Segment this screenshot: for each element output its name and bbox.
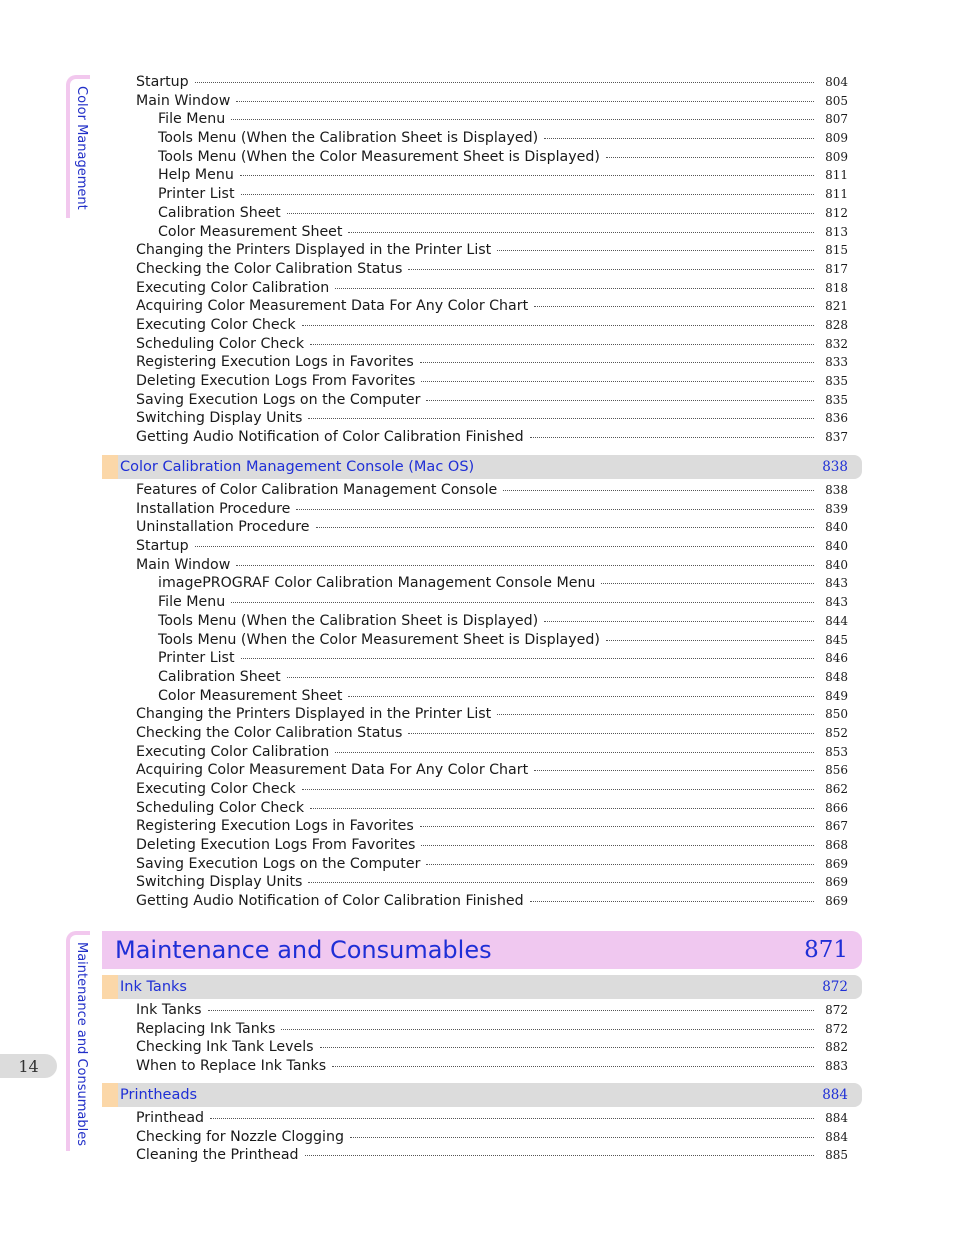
dot-leader <box>606 157 814 158</box>
side-label-color-management: Color Management <box>74 86 89 210</box>
toc-entry[interactable] <box>100 743 862 762</box>
toc-entry-page: 811 <box>825 168 848 183</box>
toc-entry[interactable] <box>100 481 862 500</box>
toc-entry-page: 840 <box>825 557 848 572</box>
toc-entry-page: 813 <box>825 224 848 239</box>
toc-entry-title: Executing Color Calibration <box>136 743 330 760</box>
toc-entry[interactable] <box>100 761 862 780</box>
dot-leader <box>544 138 814 139</box>
toc-entry-title: Startup <box>136 74 189 90</box>
toc-entry-page: 804 <box>825 75 848 89</box>
dot-leader <box>195 82 814 83</box>
toc-entry-title: Changing the Printers Displayed in the Printer List <box>136 242 492 259</box>
dot-leader <box>195 546 814 547</box>
toc-entry-title: Scheduling Color Check <box>136 799 305 816</box>
toc-entry-page: 844 <box>825 613 848 628</box>
toc-entry[interactable] <box>100 687 862 706</box>
toc-entry[interactable] <box>100 129 862 148</box>
toc-entry-title: Main Window <box>136 556 231 573</box>
toc-entry-page: 872 <box>825 1003 848 1017</box>
dot-leader <box>308 882 814 883</box>
toc-entry-title: Registering Execution Logs in Favorites <box>136 354 414 371</box>
toc-entry-title: Deleting Execution Logs From Favorites <box>136 373 416 389</box>
toc-entry-page: 882 <box>825 1040 848 1055</box>
toc-entry[interactable] <box>100 204 862 223</box>
section-header-printheads[interactable] <box>102 1083 862 1107</box>
toc-entry[interactable] <box>100 148 862 167</box>
dot-leader <box>420 826 814 827</box>
toc-entry-page: 836 <box>825 411 848 426</box>
dot-leader <box>236 565 814 566</box>
toc-entry-page: 835 <box>825 374 848 388</box>
toc-entry-page: 868 <box>825 838 848 853</box>
toc-entry-title: Calibration Sheet <box>158 204 281 221</box>
dot-leader <box>320 1047 814 1048</box>
toc-entry-page: 809 <box>825 149 848 164</box>
toc-entry[interactable] <box>100 1109 862 1128</box>
dot-leader <box>421 381 814 382</box>
dot-leader <box>348 232 814 233</box>
toc-entry-title: Checking Ink Tank Levels <box>136 1039 314 1056</box>
toc-entry-title: Help Menu <box>158 167 234 184</box>
toc-entry[interactable] <box>100 428 862 447</box>
toc-entry-title: Saving Execution Logs on the Computer <box>136 855 421 872</box>
dot-leader <box>497 714 814 715</box>
toc-entry[interactable] <box>100 185 862 204</box>
toc-entry[interactable] <box>100 668 862 687</box>
toc-block-color-calibration <box>100 73 862 447</box>
dot-leader <box>231 602 814 603</box>
toc-entry-title: Color Measurement Sheet <box>158 687 343 704</box>
toc-entry[interactable] <box>100 724 862 743</box>
dot-leader <box>305 1155 814 1156</box>
toc-entry-title: Tools Menu (When the Color Measurement Sheet is Displayed) <box>158 631 600 648</box>
section-title: Ink Tanks <box>120 979 187 995</box>
toc-entry[interactable] <box>100 316 862 335</box>
toc-entry[interactable] <box>100 799 862 818</box>
toc-entry-title: Registering Execution Logs in Favorites <box>136 818 414 835</box>
dot-leader <box>426 400 814 401</box>
toc-entry-title: File Menu <box>158 111 226 128</box>
toc-entry[interactable] <box>100 593 862 612</box>
toc-entry-title: Executing Color Calibration <box>136 279 330 296</box>
toc-entry-page: 817 <box>825 261 848 276</box>
toc-entry[interactable] <box>100 873 862 892</box>
dot-leader <box>350 1137 814 1138</box>
toc-entry-page: 821 <box>825 299 848 314</box>
dot-leader <box>601 583 814 584</box>
toc-entry-page: 805 <box>825 93 848 108</box>
toc-entry-page: 809 <box>825 131 848 146</box>
dot-leader <box>231 119 814 120</box>
toc-entry-title: Checking the Color Calibration Status <box>136 724 403 741</box>
toc-entry-title: Tools Menu (When the Calibration Sheet is Displayed) <box>158 130 539 147</box>
section-title: Printheads <box>120 1087 198 1103</box>
toc-entry[interactable] <box>100 372 862 391</box>
dot-leader <box>241 658 814 659</box>
dot-leader <box>310 344 814 345</box>
toc-entry-page: 838 <box>825 483 848 497</box>
toc-entry[interactable] <box>100 223 862 242</box>
toc-entry-page: 839 <box>825 501 848 516</box>
toc-entry[interactable] <box>100 391 862 410</box>
dot-leader <box>302 789 814 790</box>
chapter-title: Maintenance and Consumables <box>115 936 492 964</box>
toc-entry-title: Tools Menu (When the Calibration Sheet is Displayed) <box>158 612 539 629</box>
toc-entry[interactable] <box>100 500 862 519</box>
toc-entry-page: 846 <box>825 651 848 666</box>
dot-leader <box>236 101 814 102</box>
toc-entry-title: Changing the Printers Displayed in the Printer List <box>136 706 492 723</box>
toc-entry-title: Installation Procedure <box>136 500 291 517</box>
toc-entry-title: Uninstallation Procedure <box>136 519 310 536</box>
dot-leader <box>421 845 814 846</box>
toc-entry-page: 885 <box>825 1148 848 1163</box>
toc-entry-title: imagePROGRAF Color Calibration Management Console Menu <box>158 575 596 592</box>
toc-entry-page: 828 <box>825 317 848 332</box>
toc-entry-title: Ink Tanks <box>136 1002 202 1018</box>
toc-entry-title: Startup <box>136 538 189 555</box>
toc-entry-title: File Menu <box>158 594 226 611</box>
toc-entry[interactable] <box>100 1057 862 1076</box>
dot-leader <box>332 1066 814 1067</box>
page-number: 14 <box>0 1054 57 1078</box>
toc-entry-page: 833 <box>825 355 848 370</box>
dot-leader <box>408 733 814 734</box>
toc-entry-page: 812 <box>825 205 848 220</box>
toc-entry[interactable] <box>100 649 862 668</box>
dot-leader <box>530 901 814 902</box>
toc-entry[interactable] <box>100 855 862 874</box>
side-label-maintenance: Maintenance and Consumables <box>74 942 89 1146</box>
toc-entry[interactable] <box>100 1020 862 1039</box>
toc-block-mac-os <box>100 481 862 911</box>
toc-entry-title: Checking the Color Calibration Status <box>136 260 403 277</box>
toc-entry-page: 811 <box>825 187 848 202</box>
toc-entry-page: 856 <box>825 763 848 778</box>
section-page-number: 838 <box>822 459 848 475</box>
toc-entry[interactable] <box>100 260 862 279</box>
toc-entry-page: 869 <box>825 894 848 909</box>
dot-leader <box>287 677 814 678</box>
toc-entry-page: 866 <box>825 800 848 815</box>
toc-entry[interactable] <box>100 241 862 260</box>
toc-entry-page: 849 <box>825 688 848 703</box>
toc-entry[interactable] <box>100 836 862 855</box>
toc-entry-title: Color Measurement Sheet <box>158 223 343 240</box>
toc-entry[interactable] <box>100 92 862 111</box>
toc-entry[interactable] <box>100 353 862 372</box>
section-title: Color Calibration Management Console (Mac OS) <box>120 459 475 475</box>
toc-entry-page: 815 <box>825 243 848 258</box>
toc-entry-title: Deleting Execution Logs From Favorites <box>136 837 416 854</box>
toc-entry[interactable] <box>100 631 862 650</box>
toc-entry-page: 862 <box>825 782 848 796</box>
section-header-mac-os[interactable] <box>102 455 862 479</box>
toc-entry-title: Printer List <box>158 186 235 203</box>
dot-leader <box>534 770 814 771</box>
toc-entry[interactable] <box>100 817 862 836</box>
toc-entry-page: 843 <box>825 595 848 610</box>
toc-entry-title: Calibration Sheet <box>158 668 281 685</box>
dot-leader <box>308 418 814 419</box>
toc-entry-title: Scheduling Color Check <box>136 335 305 352</box>
toc-entry-title: Printer List <box>158 650 235 667</box>
toc-entry-page: 883 <box>825 1059 848 1074</box>
toc-entry[interactable] <box>100 110 862 129</box>
toc-entry[interactable] <box>100 705 862 724</box>
toc-entry-page: 845 <box>825 632 848 647</box>
section-page-number: 872 <box>822 979 848 995</box>
toc-entry[interactable] <box>100 537 862 556</box>
toc-entry-title: Printhead <box>136 1110 205 1126</box>
chapter-header-maintenance[interactable] <box>102 931 862 969</box>
toc-entry[interactable] <box>100 279 862 298</box>
toc-entry[interactable] <box>100 335 862 354</box>
toc-entry[interactable] <box>100 780 862 799</box>
dot-leader <box>530 437 814 438</box>
toc-entry[interactable] <box>100 612 862 631</box>
toc-entry-page: 848 <box>825 669 848 684</box>
toc-entry-title: Replacing Ink Tanks <box>136 1020 276 1037</box>
toc-entry-page: 884 <box>825 1129 848 1144</box>
toc-entry-title: Executing Color Check <box>136 781 296 797</box>
dot-leader <box>310 808 814 809</box>
toc-entry[interactable] <box>100 166 862 185</box>
toc-entry-title: Acquiring Color Measurement Data For Any Color Chart <box>136 298 529 315</box>
toc-entry-title: Getting Audio Notification of Color Calibration Finished <box>136 429 524 446</box>
dot-leader <box>296 509 814 510</box>
dot-leader <box>335 288 814 289</box>
toc-entry[interactable] <box>100 73 862 92</box>
section-page-number: 884 <box>822 1087 848 1103</box>
dot-leader <box>348 696 814 697</box>
dot-leader <box>316 527 814 528</box>
toc-entry[interactable] <box>100 1146 862 1165</box>
toc-entry-title: Getting Audio Notification of Color Calibration Finished <box>136 893 524 910</box>
dot-leader <box>208 1010 814 1011</box>
toc-entry[interactable] <box>100 1001 862 1020</box>
toc-entry-title: Checking for Nozzle Clogging <box>136 1128 344 1145</box>
dot-leader <box>606 640 814 641</box>
toc-entry-title: Switching Display Units <box>136 410 303 427</box>
toc-entry-title: When to Replace Ink Tanks <box>136 1058 327 1075</box>
dot-leader <box>302 325 814 326</box>
dot-leader <box>503 490 814 491</box>
toc-entry-title: Switching Display Units <box>136 874 303 891</box>
toc-entry[interactable] <box>100 892 862 911</box>
toc-entry-page: 867 <box>825 819 848 834</box>
dot-leader <box>544 621 814 622</box>
toc-entry-page: 840 <box>825 539 848 554</box>
dot-leader <box>281 1029 814 1030</box>
toc-block-ink-tanks <box>100 1001 862 1076</box>
toc-entry-page: 843 <box>825 576 848 591</box>
chapter-page-number: 871 <box>804 937 848 963</box>
toc-entry[interactable] <box>100 518 862 537</box>
dot-leader <box>408 269 814 270</box>
toc-entry-title: Features of Color Calibration Management Console <box>136 482 498 498</box>
toc-block-printheads <box>100 1109 862 1165</box>
dot-leader <box>534 306 814 307</box>
dot-leader <box>240 175 814 176</box>
toc-entry-page: 837 <box>825 430 848 445</box>
toc-entry[interactable] <box>100 409 862 428</box>
toc-entry-page: 832 <box>825 336 848 351</box>
toc-entry[interactable] <box>100 574 862 593</box>
toc-entry-title: Cleaning the Printhead <box>136 1147 299 1164</box>
toc-entry-page: 807 <box>825 112 848 127</box>
toc-entry-page: 835 <box>825 392 848 407</box>
toc-entry-page: 853 <box>825 744 848 759</box>
toc-entry-page: 818 <box>825 280 848 295</box>
dot-leader <box>210 1118 814 1119</box>
toc-entry-page: 869 <box>825 875 848 890</box>
dot-leader <box>241 194 814 195</box>
toc-entry[interactable] <box>100 1128 862 1147</box>
toc-entry[interactable] <box>100 297 862 316</box>
toc-entry-page: 850 <box>825 707 848 722</box>
toc-entry-page: 872 <box>825 1021 848 1036</box>
toc-entry-page: 884 <box>825 1111 848 1125</box>
toc-entry-page: 852 <box>825 725 848 740</box>
dot-leader <box>335 752 814 753</box>
toc-entry-title: Executing Color Check <box>136 316 296 333</box>
dot-leader <box>287 213 814 214</box>
toc-entry[interactable] <box>100 556 862 575</box>
toc-entry-title: Saving Execution Logs on the Computer <box>136 391 421 408</box>
section-header-ink-tanks[interactable] <box>102 975 862 999</box>
toc-entry-page: 869 <box>825 856 848 871</box>
dot-leader <box>420 362 814 363</box>
toc-entry-title: Acquiring Color Measurement Data For Any Color Chart <box>136 762 529 779</box>
toc-entry[interactable] <box>100 1038 862 1057</box>
toc-entry-page: 840 <box>825 520 848 535</box>
toc-entry-title: Tools Menu (When the Color Measurement Sheet is Displayed) <box>158 148 600 165</box>
dot-leader <box>426 864 814 865</box>
dot-leader <box>497 250 814 251</box>
toc-entry-title: Main Window <box>136 92 231 109</box>
